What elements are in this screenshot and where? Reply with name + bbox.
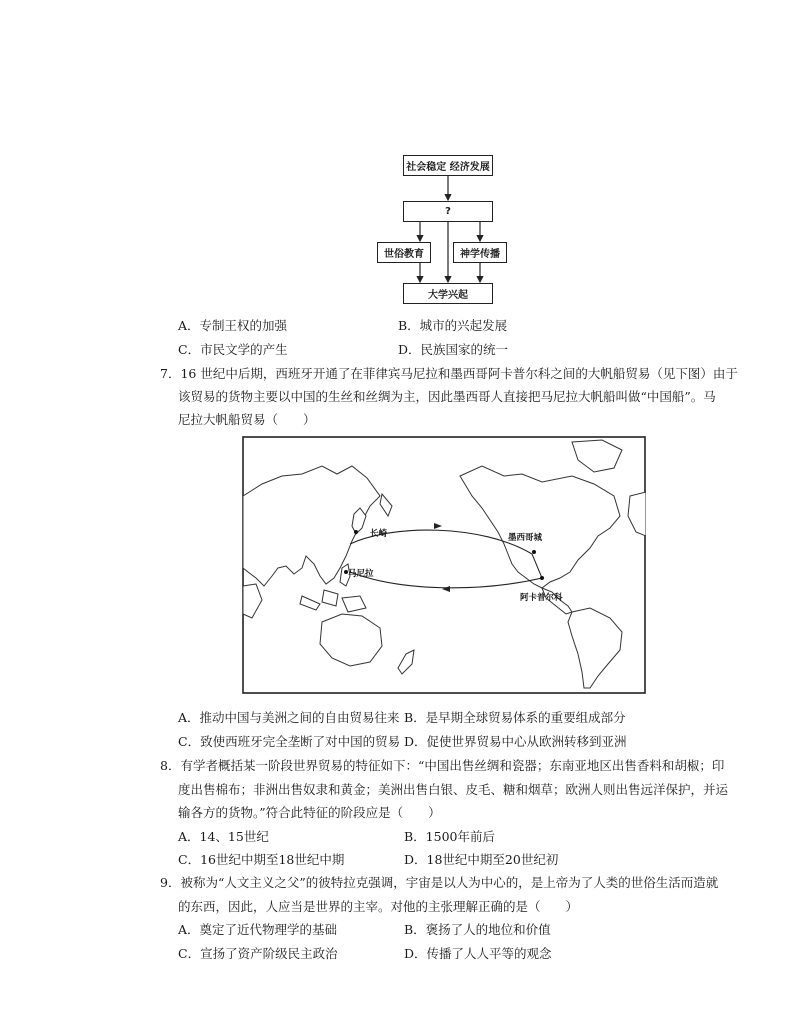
- label-mexico-city: 墨西哥城: [508, 533, 543, 543]
- label-acapulco: 阿卡普尔科: [520, 593, 563, 603]
- diagram-box-question: ?: [403, 201, 493, 222]
- q8-option-d[interactable]: D．18世纪中期至20世纪初: [404, 852, 559, 867]
- q7-option-c[interactable]: C．致使西班牙完全垄断了对中国的贸易: [178, 734, 401, 749]
- diagram-box-stability: 社会稳定 经济发展: [403, 155, 493, 176]
- label-manila: 马尼拉: [348, 569, 374, 579]
- q7-stem-line2: 该贸易的货物主要以中国的生丝和丝绸为主，因此墨西哥人直接把马尼拉大帆船叫做“中国船”。马: [178, 389, 716, 404]
- q9-option-d[interactable]: D．传播了人人平等的观念: [404, 946, 552, 961]
- mexico-city-dot: [532, 550, 536, 554]
- q9-option-b[interactable]: B．褒扬了人的地位和价值: [404, 922, 551, 937]
- acapulco-dot: [540, 576, 544, 580]
- q8-option-c[interactable]: C．16世纪中期至18世纪中期: [178, 852, 345, 867]
- q8-option-b[interactable]: B．1500年前后: [404, 829, 495, 844]
- q8-stem-line2: 度出售棉布；非洲出售奴隶和黄金；美洲出售白银、皮毛、糖和烟草；欧洲人则出售远洋保护，并运: [178, 782, 729, 797]
- q7-stem-line1: 7．16 世纪中后期，西班牙开通了在菲律宾马尼拉和墨西哥阿卡普尔科之间的大帆船贸易（见下图）由于: [160, 366, 738, 381]
- q7-option-a[interactable]: A．推动中国与美洲之间的自由贸易往来: [178, 710, 400, 725]
- diagram-arrows: [370, 170, 520, 288]
- nagasaki-dot: [354, 530, 358, 534]
- q9-stem-line2: 的东西，因此，人应当是世界的主宰。对他的主张理解正确的是（ ）: [178, 899, 579, 914]
- q9-option-c[interactable]: C．宣扬了资产阶级民主政治: [178, 946, 338, 961]
- q8-stem-line3: 输各方的货物。”符合此特征的阶段应是（ ）: [178, 805, 441, 820]
- q9-option-a[interactable]: A．奠定了近代物理学的基础: [178, 922, 338, 937]
- label-nagasaki: 长崎: [370, 529, 388, 539]
- q6-option-d[interactable]: D．民族国家的统一: [398, 342, 509, 357]
- q6-option-b[interactable]: B．城市的兴起发展: [398, 318, 508, 333]
- q6-option-a[interactable]: A．专制王权的加强: [178, 318, 288, 333]
- q7-option-d[interactable]: D．促使世界贸易中心从欧洲转移到亚洲: [404, 734, 627, 749]
- q7-option-b[interactable]: B．是早期全球贸易体系的重要组成部分: [404, 710, 626, 725]
- q9-stem-line1: 9．被称为“人文主义之父”的彼特拉克强调，宇宙是以人为中心的，是上帝为了人类的世俗生活而造就: [160, 875, 719, 890]
- q6-option-c[interactable]: C．市民文学的产生: [178, 342, 288, 357]
- diagram-box-secular-education: 世俗教育: [377, 242, 431, 263]
- pacific-trade-map: [242, 436, 646, 694]
- diagram-box-university: 大学兴起: [403, 283, 493, 304]
- diagram-box-theology: 神学传播: [453, 242, 507, 263]
- q8-option-a[interactable]: A．14、15世纪: [178, 829, 269, 844]
- q7-stem-line3: 尼拉大帆船贸易（ ）: [178, 412, 316, 427]
- q8-stem-line1: 8．有学者概括某一阶段世界贸易的特征如下：“中国出售丝绸和瓷器；东南亚地区出售香料和胡椒；印: [160, 758, 725, 773]
